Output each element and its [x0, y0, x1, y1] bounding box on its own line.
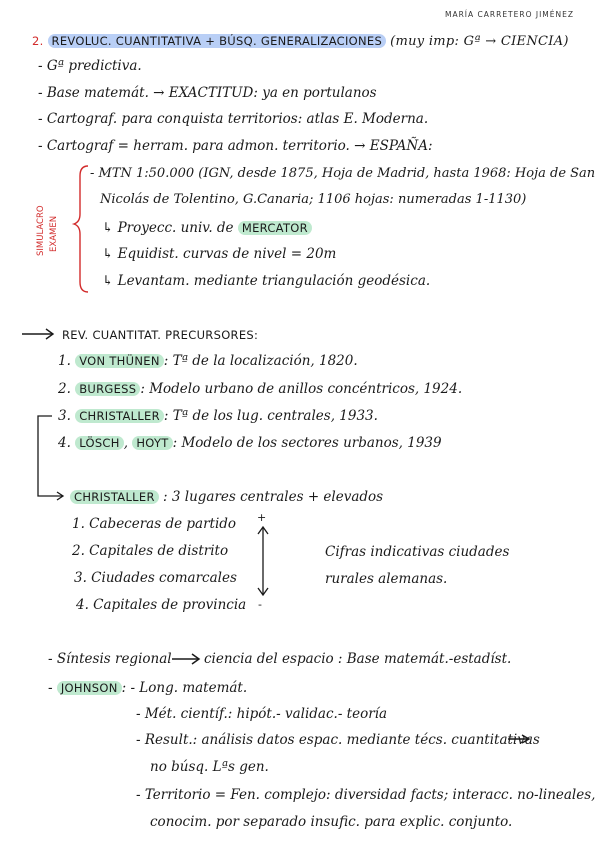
line-levantam: ↳ Levantam. mediante triangulación geodésica. — [102, 273, 431, 289]
precursor-4: 4. LÖSCH , HOYT : Modelo de los sectores urbanos, 1939 — [58, 435, 442, 451]
christaller-bracket — [38, 416, 62, 496]
ciencia-espacio: ciencia del espacio : Base matemát.-estadíst. — [204, 651, 512, 667]
line-cartograf-conquista: - Cartograf. para conquista territorios: atlas E. Moderna. — [38, 111, 429, 127]
line-equidist: ↳ Equidist. curvas de nivel = 20m — [102, 246, 337, 262]
cifras-line-1: Cifras indicativas ciudades — [325, 544, 510, 560]
christaller-desc: : 3 lugares centrales + elevados — [163, 489, 384, 505]
sintesis-regional: - Síntesis regional — [48, 651, 172, 667]
johnson-conocim: conocim. por separado insufic. para explic. conjunto. — [150, 814, 513, 830]
precursor-4-desc: : Modelo de los sectores urbanos, 1939 — [172, 435, 442, 451]
line-base-matematica: - Base matemát. → EXACTITUD: ya en portulanos — [38, 85, 377, 101]
precursor-3-desc: : Tª de los lug. centrales, 1933. — [163, 408, 378, 424]
precursor-1-name: VON THÜNEN — [75, 354, 164, 368]
precursor-2-num: 2. — [58, 381, 71, 397]
examen-text: EXAMEN — [49, 215, 59, 252]
johnson-result: - Result.: análisis datos espac. mediante técs. cuantitativas — [136, 732, 540, 748]
precursor-1-desc: : Tª de la localización, 1820. — [163, 353, 358, 369]
lugar-1: 1. Cabeceras de partido — [72, 516, 237, 532]
precursor-1-num: 1. — [58, 353, 71, 369]
line-mtn-1: - MTN 1:50.000 (IGN, desde 1875, Hoja de Madrid, hasta 1968: Hoja de San — [90, 166, 596, 181]
plus-sign: + — [257, 511, 267, 524]
section-number: 2. — [32, 34, 44, 48]
johnson-dash: - — [48, 680, 53, 696]
johnson-name: JOHNSON — [57, 681, 122, 695]
johnson-metodo: - Mét. científ.: hipót.- validac.- teoría — [136, 706, 388, 722]
precursor-2-desc: : Modelo urbano de anillos concéntricos, 1924. — [140, 381, 463, 397]
author-name: MARÍA CARRETERO JIMÉNEZ — [444, 10, 574, 19]
cifras-line-2: rurales alemanas. — [325, 571, 448, 587]
johnson-long-matemat: : - Long. matemát. — [121, 680, 248, 696]
precursor-2-name: BURGESS — [75, 382, 140, 396]
simulacro-text: SIMULACRO — [36, 205, 46, 256]
lugar-2: 2. Capitales de distrito — [72, 543, 229, 559]
precursor-4-name-a: LÖSCH — [75, 436, 124, 450]
section-note: (muy imp: Gª → CIENCIA) — [390, 34, 569, 49]
precursor-3-name: CHRISTALLER — [75, 409, 164, 423]
precursor-4-name-b: HOYT — [132, 436, 172, 450]
line-predictiva: - Gª predictiva. — [38, 58, 142, 74]
red-brace — [74, 166, 88, 292]
precursor-4-num: 4. — [58, 435, 71, 451]
line-mtn-2: Nicolás de Tolentino, G.Canaria; 1106 hojas: numeradas 1-1130) — [100, 192, 527, 207]
johnson-no-busq: no búsq. Lªs gen. — [150, 759, 269, 775]
christaller-name: CHRISTALLER — [70, 490, 159, 504]
mercator-highlight: MERCATOR — [238, 221, 312, 235]
precursor-3-num: 3. — [58, 408, 71, 424]
proyecc-text: ↳ Proyecc. univ. de — [102, 220, 234, 236]
minus-sign: - — [258, 598, 263, 611]
section-title: REVOLUC. CUANTITATIVA + BÚSQ. GENERALIZACIONES — [48, 34, 387, 48]
precursores-title: REV. CUANTITAT. PRECURSORES: — [62, 328, 259, 342]
line-cartograf-admon: - Cartograf = herram. para admon. territorio. → ESPAÑA: — [38, 138, 433, 154]
lugar-3: 3. Ciudades comarcales — [74, 570, 237, 586]
johnson-territorio: - Territorio = Fen. complejo: diversidad facts; interacc. no-lineales, — [136, 787, 596, 803]
lugar-4: 4. Capitales de provincia — [76, 597, 247, 613]
